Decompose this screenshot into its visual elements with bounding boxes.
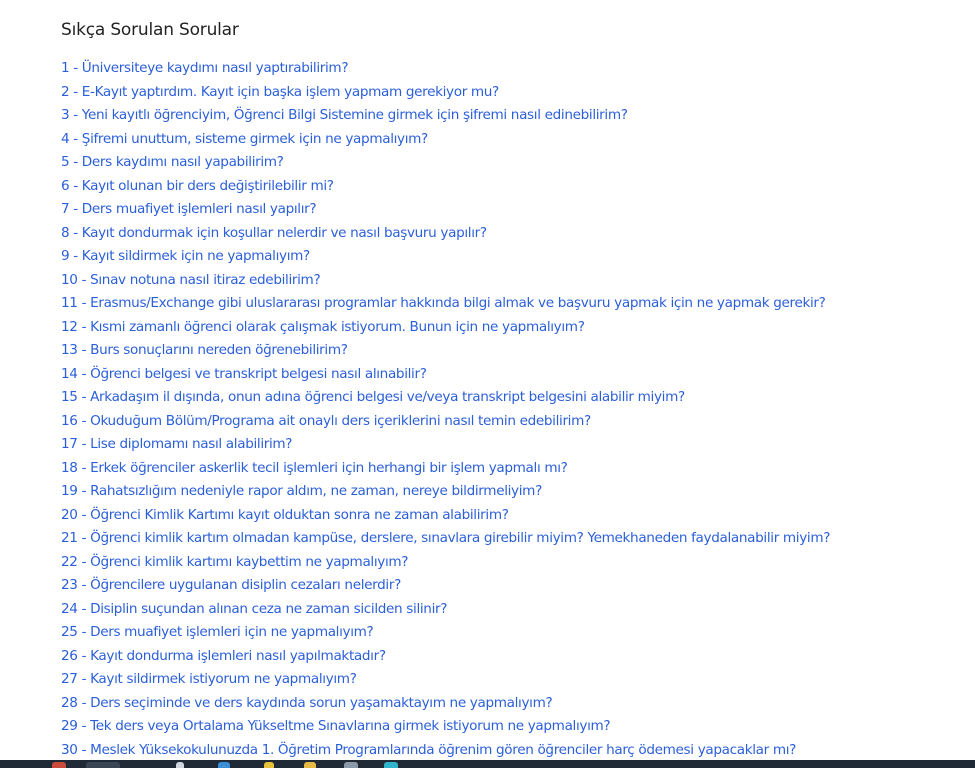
faq-item (61, 102, 830, 126)
faq-item (61, 596, 830, 620)
faq-item (61, 713, 830, 737)
faq-link-25[interactable]: 25 - Ders muafiyet işlemleri için ne yapmalıyım? (61, 624, 374, 640)
faq-item (61, 431, 830, 455)
faq-item (61, 267, 830, 291)
faq-item (61, 149, 830, 173)
faq-item (61, 502, 830, 526)
faq-item (61, 361, 830, 385)
faq-item (61, 55, 830, 79)
faq-link-20[interactable]: 20 - Öğrenci Kimlik Kartımı kayıt olduktan sonra ne zaman alabilirim? (61, 506, 509, 523)
faq-item (61, 666, 830, 690)
faq-link-23[interactable]: 23 - Öğrencilere uygulanan disiplin cezaları nelerdir? (61, 577, 401, 593)
page-title: Sıkça Sorulan Sorular (61, 20, 239, 40)
faq-link-26[interactable]: 26 - Kayıt dondurma işlemleri nasıl yapılmaktadır? (61, 647, 386, 664)
edge-icon[interactable] (384, 762, 398, 768)
faq-item (61, 408, 830, 432)
faq-link-14[interactable]: 14 - Öğrenci belgesi ve transkript belgesi nasıl alınabilir? (61, 365, 427, 382)
chrome-active-icon[interactable] (86, 762, 120, 768)
faq-link-28[interactable]: 28 - Ders seçiminde ve ders kaydında sorun yaşamaktayım ne yapmalıyım? (61, 694, 553, 711)
faq-item (61, 690, 830, 714)
faq-link-11[interactable]: 11 - Erasmus/Exchange gibi uluslararası programlar hakkında bilgi almak ve başvuru yapmak için ne yapmak gerekir? (61, 295, 826, 311)
faq-link-13[interactable]: 13 - Burs sonuçlarını nereden öğrenebilirim? (61, 342, 348, 358)
app-icon[interactable] (218, 762, 230, 768)
faq-link-6[interactable]: 6 - Kayıt olunan bir ders değiştirilebilir mi? (61, 177, 334, 194)
star-icon[interactable] (264, 762, 274, 768)
faq-item (61, 220, 830, 244)
faq-item (61, 549, 830, 573)
faq-item (61, 478, 830, 502)
faq-link-2[interactable]: 2 - E-Kayıt yaptırdım. Kayıt için başka işlem yapmam gerekiyor mu? (61, 83, 499, 100)
faq-link-12[interactable]: 12 - Kısmi zamanlı öğrenci olarak çalışmak istiyorum. Bunun için ne yapmalıyım? (61, 318, 585, 335)
faq-item (61, 314, 830, 338)
faq-link-21[interactable]: 21 - Öğrenci kimlik kartım olmadan kampüse, derslere, sınavlara girebilir miyim? Yemekhaneden faydalanabilir miyim? (61, 530, 831, 546)
faq-link-9[interactable]: 9 - Kayıt sildirmek için ne yapmalıyım? (61, 248, 310, 264)
faq-link-1[interactable]: 1 - Üniversiteye kaydımı nasıl yaptırabilirim? (61, 60, 349, 76)
faq-item (61, 126, 830, 150)
faq-list (61, 55, 830, 760)
faq-link-15[interactable]: 15 - Arkadaşım il dışında, onun adına öğrenci belgesi ve/veya transkript belgesini alabilir miyim? (61, 389, 685, 405)
faq-item (61, 643, 830, 667)
faq-item (61, 337, 830, 361)
faq-link-7[interactable]: 7 - Ders muafiyet işlemleri nasıl yapılır? (61, 201, 317, 217)
taskbar (0, 760, 975, 768)
faq-link-16[interactable]: 16 - Okuduğum Bölüm/Programa ait onaylı ders içeriklerini nasıl temin edebilirim? (61, 412, 591, 429)
faq-item (61, 384, 830, 408)
faq-link-4[interactable]: 4 - Şifremi unuttum, sisteme girmek için ne yapmalıyım? (61, 130, 428, 147)
chrome-icon[interactable] (52, 762, 66, 768)
faq-link-29[interactable]: 29 - Tek ders veya Ortalama Yükseltme Sınavlarına girmek istiyorum ne yapmalıyım? (61, 718, 611, 734)
faq-link-17[interactable]: 17 - Lise diplomamı nasıl alabilirim? (61, 436, 293, 452)
faq-link-30[interactable]: 30 - Meslek Yüksekokulunuzda 1. Öğretim Programlarında öğrenim gören öğrenciler harç ödemesi yapacaklar mı? (61, 741, 797, 758)
faq-item (61, 455, 830, 479)
faq-link-5[interactable]: 5 - Ders kaydımı nasıl yapabilirim? (61, 154, 284, 170)
faq-link-27[interactable]: 27 - Kayıt sildirmek istiyorum ne yapmalıyım? (61, 671, 357, 687)
faq-link-22[interactable]: 22 - Öğrenci kimlik kartımı kaybettim ne yapmalıyım? (61, 553, 409, 570)
faq-item (61, 619, 830, 643)
faq-link-3[interactable]: 3 - Yeni kayıtlı öğrenciyim, Öğrenci Bilgi Sistemine girmek için şifremi nasıl edinebilirim? (61, 107, 628, 123)
faq-item (61, 572, 830, 596)
faq-link-24[interactable]: 24 - Disiplin suçundan alınan ceza ne zaman sicilden silinir? (61, 600, 448, 617)
faq-link-19[interactable]: 19 - Rahatsızlığım nedeniyle rapor aldım, ne zaman, nereye bildirmeliyim? (61, 483, 542, 499)
faq-item (61, 173, 830, 197)
faq-link-8[interactable]: 8 - Kayıt dondurmak için koşullar nelerdir ve nasıl başvuru yapılır? (61, 224, 487, 241)
faq-item (61, 525, 830, 549)
faq-link-10[interactable]: 10 - Sınav notuna nasıl itiraz edebilirim? (61, 271, 321, 288)
folder-icon[interactable] (304, 762, 316, 768)
window-icon[interactable] (344, 762, 358, 768)
faq-link-18[interactable]: 18 - Erkek öğrenciler askerlik tecil işlemleri için herhangi bir işlem yapmalı mı? (61, 459, 568, 476)
faq-item (61, 290, 830, 314)
faq-item (61, 243, 830, 267)
faq-item (61, 79, 830, 103)
faq-item (61, 196, 830, 220)
faq-item (61, 737, 830, 761)
file-icon[interactable] (176, 762, 184, 768)
